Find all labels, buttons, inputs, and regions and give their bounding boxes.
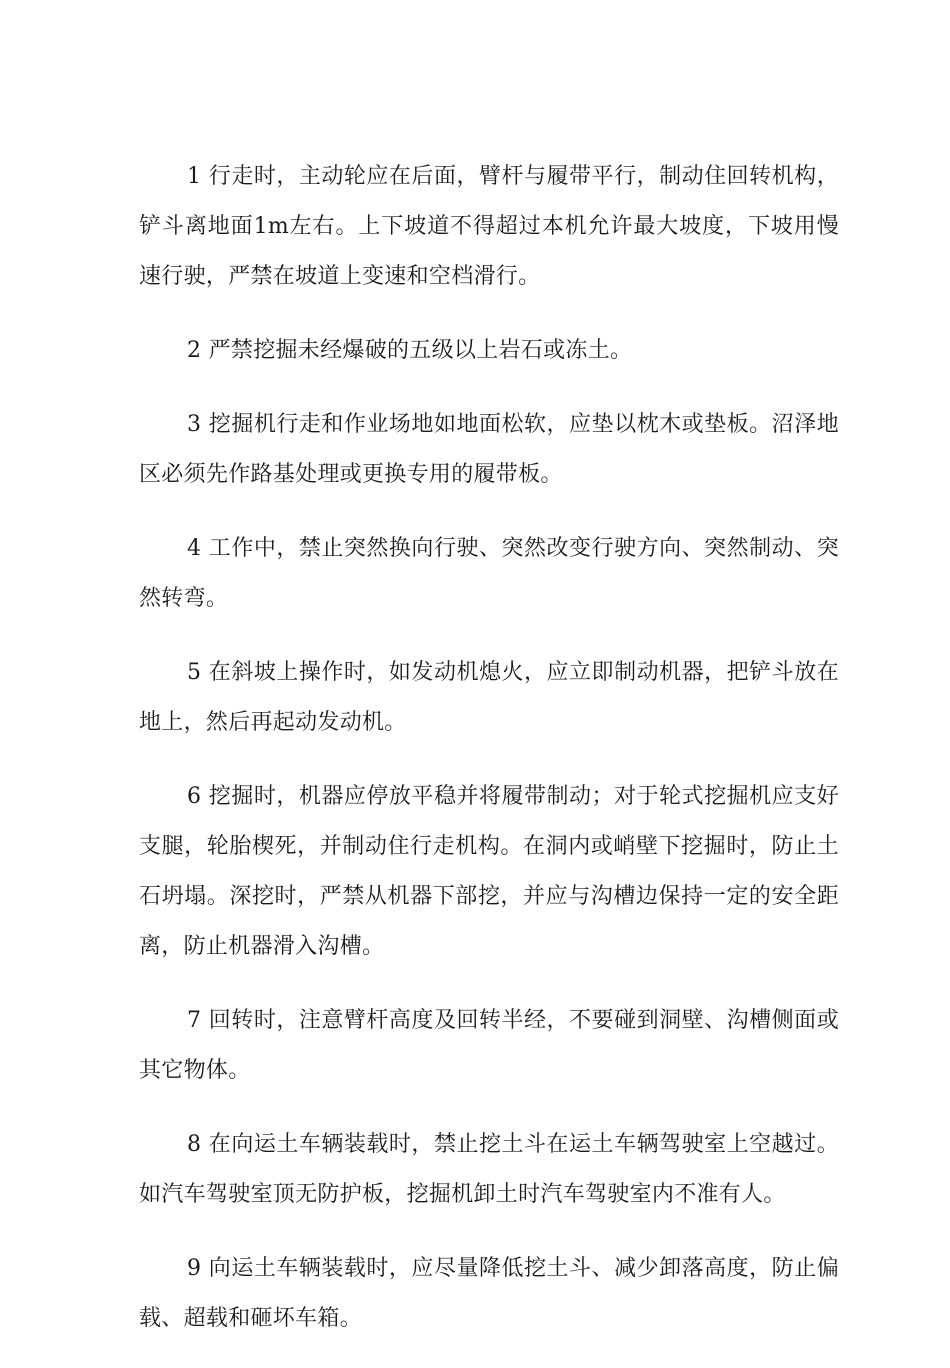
paragraph-6: 6 挖掘时，机器应停放平稳并将履带制动；对于轮式挖掘机应支好支腿，轮胎楔死，并制动住行走机构。在洞内或峭壁下挖掘时，防止土石坍塌。深挖时，严禁从机器下部挖，并应与沟槽边保持一定的安全距离，防止机器滑入沟槽。 [139, 784, 839, 959]
paragraph-4: 4 工作中，禁止突然换向行驶、突然改变行驶方向、突然制动、突然转弯。 [139, 536, 839, 611]
paragraph-5: 5 在斜坡上操作时，如发动机熄火，应立即制动机器，把铲斗放在地上，然后再起动发动机。 [139, 660, 839, 735]
paragraph-2: 2 严禁挖掘未经爆破的五级以上岩石或冻土。 [187, 338, 633, 363]
paragraph-1: 1 行走时，主动轮应在后面，臂杆与履带平行，制动住回转机构，铲斗离地面1m左右。上下坡道不得超过本机允许最大坡度，下坡用慢速行驶，严禁在坡道上变速和空档滑行。 [139, 164, 839, 289]
paragraph-3: 3 挖掘机行走和作业场地如地面松软，应垫以枕木或垫板。沼泽地区必须先作路基处理或更换专用的履带板。 [139, 412, 839, 487]
paragraph-7: 7 回转时，注意臂杆高度及回转半经，不要碰到洞壁、沟槽侧面或其它物体。 [139, 1008, 839, 1083]
paragraph-9: 9 向运土车辆装载时，应尽量降低挖土斗、减少卸落高度，防止偏载、超载和砸坏车箱。 [139, 1256, 839, 1331]
document-body [139, 152, 839, 1368]
paragraph-8: 8 在向运土车辆装载时，禁止挖土斗在运土车辆驾驶室上空越过。如汽车驾驶室顶无防护板，挖掘机卸土时汽车驾驶室内不准有人。 [139, 1132, 839, 1207]
